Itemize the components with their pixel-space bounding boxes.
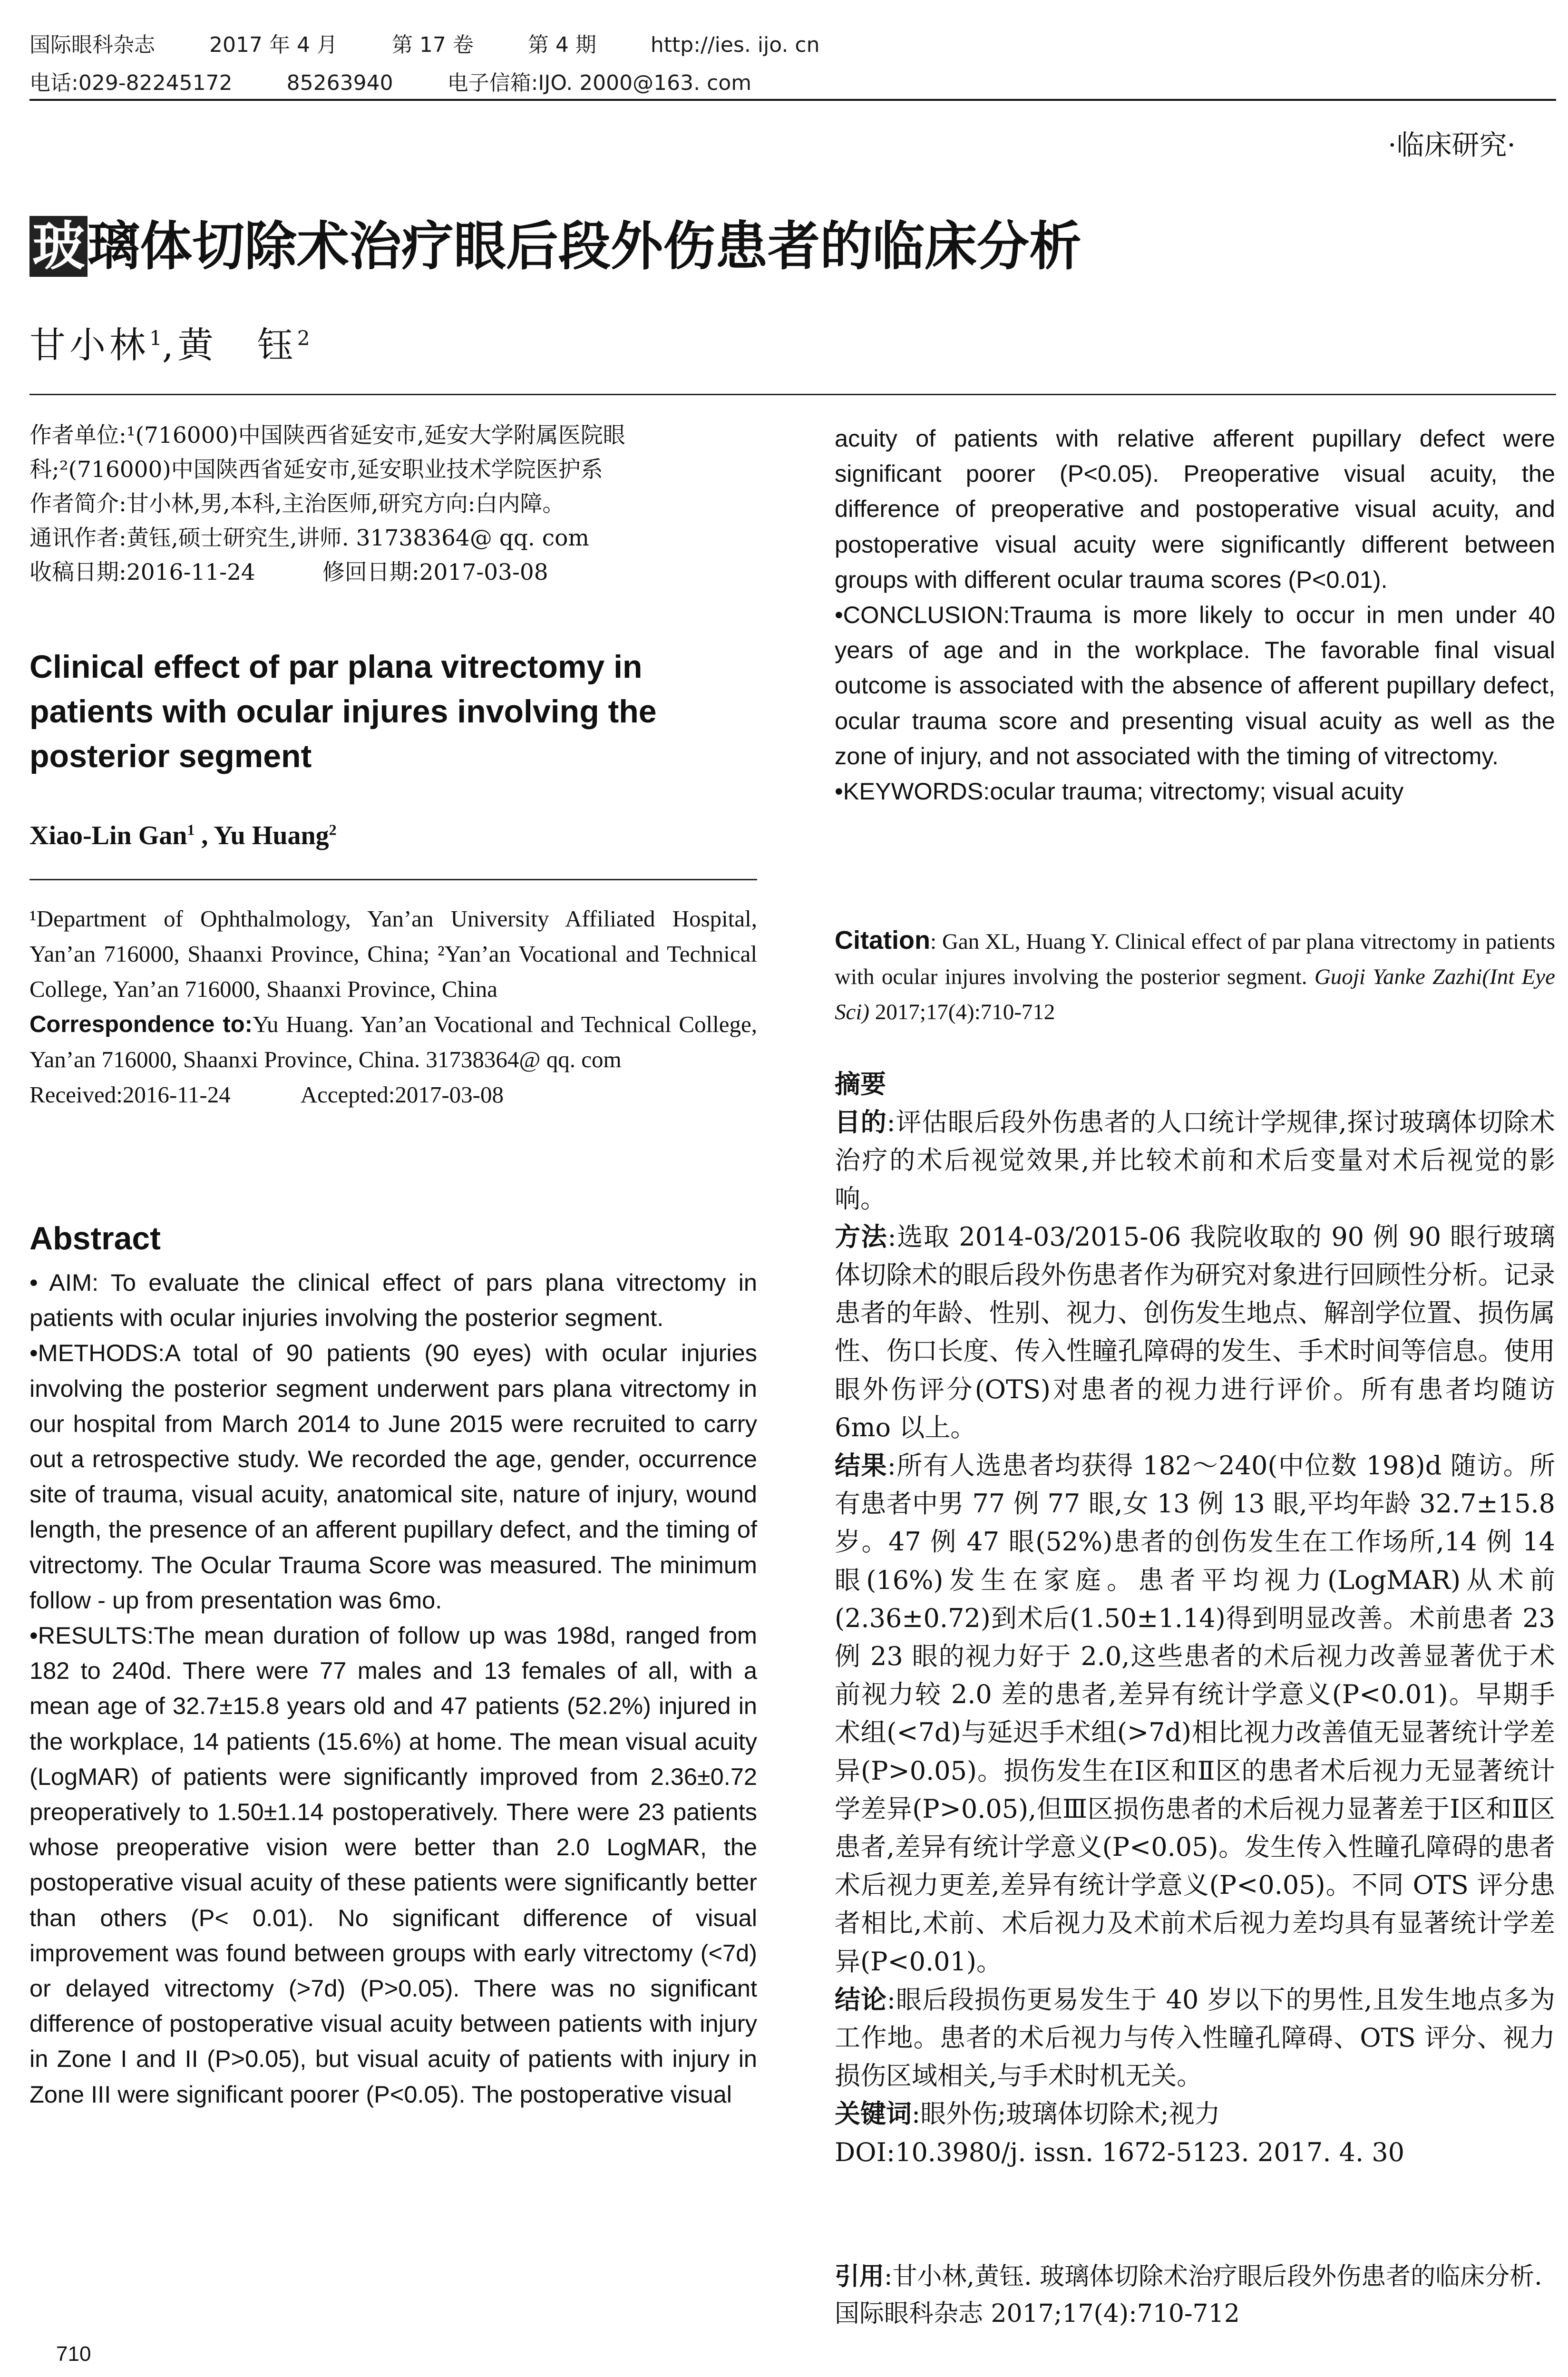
abstract-keywords: •KEYWORDS:ocular trauma; vitrectomy; visual acuity — [835, 778, 1404, 805]
author-unit-line1: 作者单位:¹(716000)中国陕西省延安市,延安大学附属医院眼 — [29, 422, 625, 448]
correspondence-text: Yu Huang. Yan’an Vocational and Technical College, Yan’an 716000, Shaanxi Province, China. 31738364@ qq. com — [29, 1011, 757, 1072]
zh-conclusion-text: :眼后段损伤更易发生于 40 岁以下的男性,且发生地点多为工作地。患者的术后视力与传入性瞳孔障碍、OTS 评分、视力损伤区域相关,与手术时机无关。 — [835, 1984, 1555, 2091]
zh-doi: DOI:10.3980/j. issn. 1672-5123. 2017. 4. 30 — [835, 2137, 1405, 2167]
zh-aim-label: 目的 — [835, 1107, 887, 1138]
corresponding-author: 通讯作者:黄钰,硕士研究生,讲师. 31738364@ qq. com — [29, 525, 589, 551]
author-1-affil: 1 — [149, 326, 162, 350]
zh-aim-text: :评估眼后段外伤患者的人口统计学规律,探讨玻璃体切除术治疗的术后视觉效果,并比较术前和术后变量对术后视觉的影响。 — [835, 1107, 1555, 1214]
citation-en — [835, 923, 1555, 1030]
running-header-line1 — [29, 28, 867, 58]
issue: 第 4 期 — [527, 33, 596, 57]
author-bio: 作者简介:甘小林,男,本科,主治医师,研究方向:白内障。 — [29, 491, 565, 517]
abstract-results: •RESULTS:The mean duration of follow up was 198d, ranged from 182 to 240d. There were 77 males and 13 females of all, with a mean age of 32.7±15.8 years old and 47 patients (52.2%) injured in the workplace, 14 patients (15.6%) at home. The mean visual acuity (LogMAR) of patients were significantly improved from 2.36±0.72 preoperatively to 1.50±1.14 postoperatively. There were 23 patients whose preoperative vision were better than 2.0 LogMAR, the postoperative visual acuity of these patients were significantly better than others (P< 0.01). No significant difference of visual improvement was found between groups with early vitrectomy (<7d) or delayed vitrectomy (>7d) (P>0.05). There was no significant difference of postoperative visual acuity between patients with injury in Zone I and II (P>0.05), but visual acuity of patients with injury in Zone III were significant poorer (P<0.05). The postoperative visual — [29, 1622, 757, 2108]
zh-conclusion — [835, 1981, 1555, 2095]
author-sep: , — [162, 324, 177, 366]
en-author-sep: , — [195, 821, 214, 850]
running-header-line2 — [29, 66, 799, 96]
zh-keywords — [835, 2095, 1555, 2133]
author-2: 黄 钰 — [177, 324, 297, 366]
zh-conclusion-label: 结论 — [835, 1984, 887, 2015]
abstract-heading: Abstract — [29, 1220, 161, 1257]
english-authors — [29, 820, 757, 851]
en-author-2: Yu Huang — [214, 821, 329, 850]
citation-text: : Gan XL, Huang Y. Clinical effect of par plana vitrectomy in patients with ocular injures involving the posterior segment. — [835, 929, 1555, 989]
section-label: ·临床研究· — [1388, 129, 1516, 161]
citation-zh-text: :甘小林,黄钰. 玻璃体切除术治疗眼后段外伤患者的临床分析. 国际眼科杂志 2017;17(4):710-712 — [835, 2262, 1542, 2328]
author-2-affil: 2 — [297, 326, 310, 350]
journal-name: 国际眼科杂志 — [29, 33, 155, 57]
en-author-1: Xiao-Lin Gan — [29, 821, 187, 850]
citation-zh-label: 引用 — [835, 2262, 885, 2291]
author-unit-line2: 科;²(716000)中国陕西省延安市,延安职业技术学院医护系 — [29, 457, 603, 483]
zh-abstract — [835, 1065, 1555, 2172]
authors-zh — [29, 316, 310, 368]
title-first-char: 玻 — [29, 216, 88, 277]
zh-aim — [835, 1103, 1555, 1218]
issue-date: 2017 年 4 月 — [209, 33, 338, 57]
zh-methods-label: 方法 — [835, 1221, 888, 1252]
zh-keywords-text: :眼外伤;玻璃体切除术;视力 — [912, 2099, 1220, 2129]
author-info — [29, 419, 757, 590]
page-number: 710 — [56, 2342, 91, 2366]
abstract-body-right — [835, 421, 1555, 809]
zh-results-label: 结果 — [835, 1451, 887, 1481]
citation-label: Citation — [835, 926, 930, 955]
article-title — [29, 205, 1081, 280]
zh-keywords-label: 关键词 — [835, 2099, 912, 2129]
title-rest: 璃体切除术治疗眼后段外伤患者的临床分析 — [88, 216, 1081, 277]
phone: 电话:029-82245172 — [29, 71, 233, 95]
citation-journal: Guoji Yanke Zazhi(Int Eye Sci) — [835, 964, 1555, 1024]
affiliation-text: ¹Department of Ophthalmology, Yan’an University Affiliated Hospital, Yan’an 716000, Shaanxi Province, China; ²Yan’an Vocational and Technical College, Yan’an 716000, Shaanxi Province, China — [29, 906, 757, 1002]
email: 电子信箱:IJO. 2000@163. com — [447, 71, 752, 95]
affiliation-rule — [29, 879, 757, 880]
citation-tail: 2017;17(4):710-712 — [869, 1000, 1055, 1024]
english-title: Clinical effect of par plana vitrectomy in patients with ocular injures involving the posterior segment — [29, 649, 657, 774]
journal-url: http://ies. ijo. cn — [650, 33, 820, 57]
zh-results-text: :所有人选患者均获得 182～240(中位数 198)d 随访。所有患者中男 77 例 77 眼,女 13 例 13 眼,平均年龄 32.7±15.8 岁。47 例 47 眼(52%)患者的创伤发生在工作场所,14 例 14 眼(16%)发生在家庭。患者平均视力(LogMAR)从术前(2.36±0.72)到术后(1.50±1.14)得到明显改善。术前患者 23 例 23 眼的视力好于 2.0,这些患者的术后视力改善显著优于术前视力较 2.0 差的患者,差异有统计学意义(P<0.01)。早期手术组(<7d)与延迟手术组(>7d)相比视力改善值无显著统计学差异(P>0.05)。损伤发生在Ⅰ区和Ⅱ区的患者术后视力无显著统计学差异(P>0.05),但Ⅲ区损伤患者的术后视力显著差于Ⅰ区和Ⅱ区患者,差异有统计学意义(P<0.05)。发生传入性瞳孔障碍的患者术后视力更差,差异有统计学意义(P<0.05)。不同 OTS 评分患者相比,术前、术后视力及术前术后视力差均具有显著统计学差异(P<0.01)。 — [835, 1451, 1556, 1977]
en-author-2-affil: 2 — [329, 821, 337, 838]
abstract-body-left — [29, 1265, 757, 2112]
citation-zh — [835, 2258, 1555, 2332]
author-1: 甘小林 — [29, 324, 149, 366]
header-rule — [29, 99, 1556, 101]
correspondence — [29, 1007, 757, 1077]
zh-methods-text: :选取 2014-03/2015-06 我院收取的 90 例 90 眼行玻璃体切除术的眼后段外伤患者作为研究对象进行回顾性分析。记录患者的年龄、性别、视力、创伤发生地点、解剖学位置、损伤属性、伤口长度、传入性瞳孔障碍的发生、手术时间等信息。使用眼外伤评分(OTS)对患者的视力进行评价。所有患者均随访 6mo 以上。 — [835, 1221, 1555, 1442]
phone2: 85263940 — [286, 71, 393, 95]
correspondence-label: Correspondence to: — [29, 1012, 253, 1037]
abstract-conclusion: •CONCLUSION:Trauma is more likely to occur in men under 40 years of age and in the workplace. The favorable final visual outcome is associated with the absence of afferent pupillary defect, ocular trauma score and presenting visual acuity as well as the zone of injury, and not associated with the timing of vitrectomy. — [835, 601, 1555, 770]
received-dates: 收稿日期:2016-11-24 修回日期:2017-03-08 — [29, 559, 548, 585]
zh-heading-text: 摘要 — [835, 1069, 886, 1099]
affiliation-block — [29, 901, 757, 1112]
zh-results — [835, 1447, 1555, 1981]
volume: 第 17 卷 — [391, 33, 474, 57]
abstract-results-cont: acuity of patients with relative afferent pupillary defect were significant poorer (P<0.05). Preoperative visual acuity, the difference of preoperative and postoperative visual acuity, and postoperative visual acuity were significantly different between groups with different ocular trauma scores (P<0.01). — [835, 425, 1555, 593]
received-accepted: Received:2016-11-24 Accepted:2017-03-08 — [29, 1081, 504, 1108]
zh-methods — [835, 1218, 1555, 1447]
abstract-aim: • AIM: To evaluate the clinical effect of pars plana vitrectomy in patients with ocular injuries involving the posterior segment. — [29, 1269, 757, 1332]
title-rule — [29, 394, 1556, 395]
zh-abstract-heading — [835, 1065, 1555, 1103]
en-author-1-affil: 1 — [187, 821, 195, 838]
abstract-methods: •METHODS:A total of 90 patients (90 eyes) with ocular injuries involving the posterior segment underwent pars plana vitrectomy in our hospital from March 2014 to June 2015 were recruited to carry out a retrospective study. We recorded the age, gender, occurrence site of trauma, visual acuity, anatomical site, nature of injury, wound length, the presence of an afferent pupillary defect, and the timing of vitrectomy. The Ocular Trauma Score was measured. The minimum follow - up from presentation was 6mo. — [29, 1339, 757, 1614]
